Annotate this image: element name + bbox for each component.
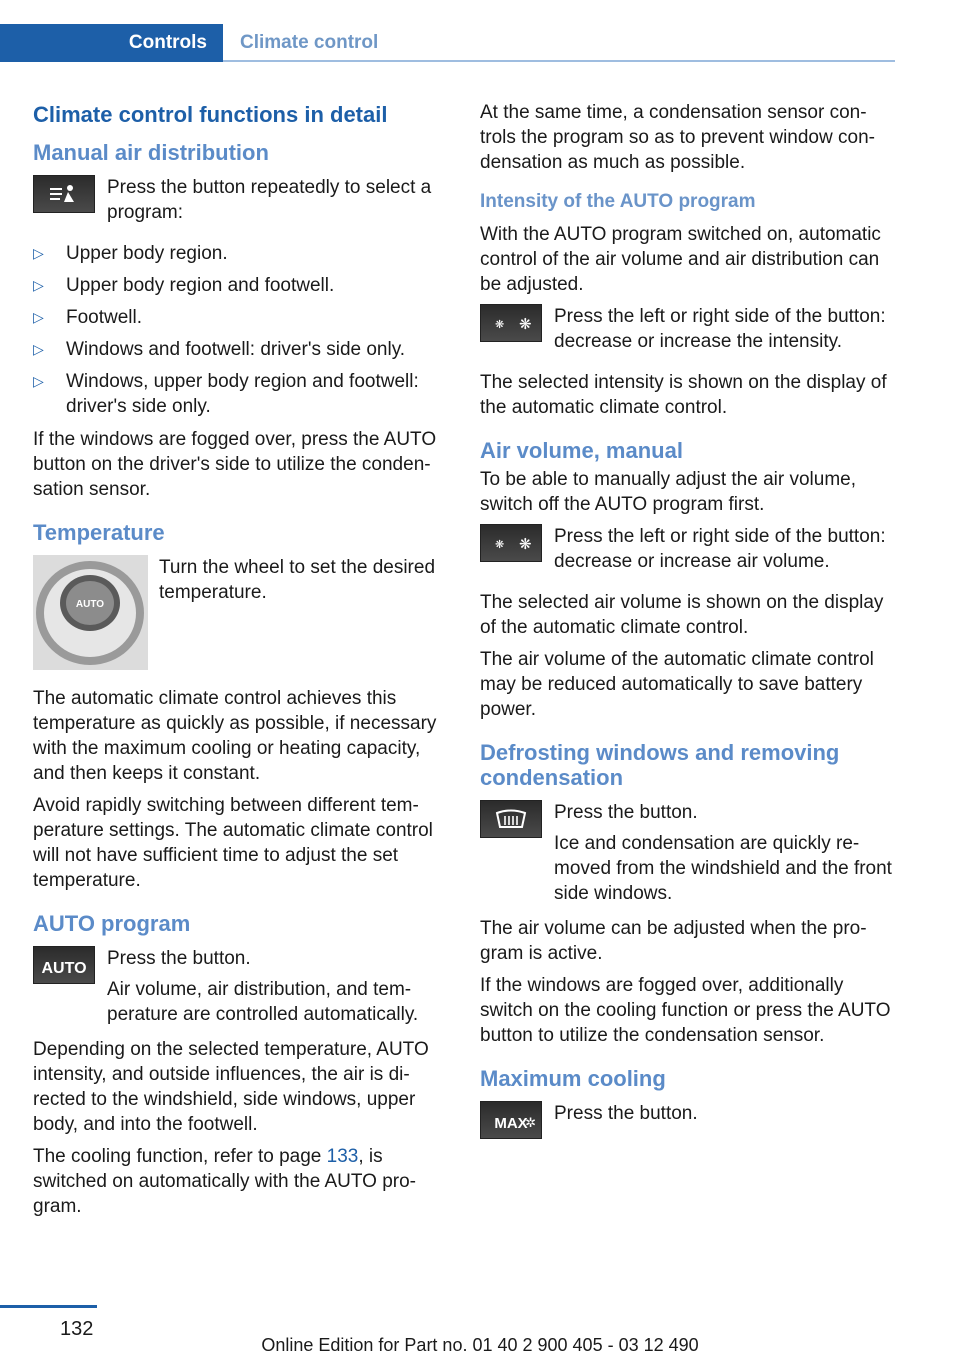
page-link[interactable]: 133 bbox=[326, 1146, 359, 1167]
header-section-tab[interactable] bbox=[0, 24, 223, 62]
air-volume-text: To be able to manually adjust the air volume, switch off the AUTO program first. bbox=[480, 469, 856, 515]
defrost-heading: Defrosting windows and removing condensation bbox=[480, 740, 840, 790]
page-title: Climate control functions in detail bbox=[33, 102, 388, 127]
condensation-text: At the same time, a condensation sensor con-trols the program so as to prevent window con-densation as much as possible. bbox=[480, 102, 875, 173]
manual-heading: Manual air distribution bbox=[33, 140, 269, 165]
footer-divider bbox=[0, 1305, 97, 1308]
defrost-p2: The air volume can be adjusted when the pro-gram is active. bbox=[480, 918, 867, 964]
snowflake-icon: ✲ bbox=[525, 1115, 536, 1130]
defrost-button-icon bbox=[480, 800, 542, 838]
list-item: ▷ Windows and footwell: driver's side only. bbox=[33, 339, 406, 360]
svg-text:❋: ❋ bbox=[495, 538, 505, 551]
auto-text: Air volume, air distribution, and tem-perature are controlled automatically. bbox=[107, 979, 419, 1025]
max-press-text: Press the button. bbox=[554, 1103, 698, 1124]
max-button-block bbox=[480, 1101, 898, 1143]
header-subsection-tab[interactable]: Climate control bbox=[240, 32, 379, 53]
intensity-heading: Intensity of the AUTO program bbox=[480, 191, 756, 212]
page-number: 132 bbox=[60, 1318, 94, 1340]
defrost-p3: If the windows are fogged over, additionally switch on the cooling function or press the AUTO button to utilize the condensation sensor. bbox=[480, 975, 891, 1046]
max-button-icon: MAX ✲ bbox=[480, 1101, 542, 1139]
auto-p2: Depending on the selected temperature, AUTO intensity, and outside influences, the air is di-rected to the windshield, side windows, upper body, and into the footwell. bbox=[33, 1039, 429, 1135]
temperature-p2: Avoid rapidly switching between different tem-perature settings. The automatic climate control will not have sufficient time to adjust the set temperature. bbox=[33, 795, 433, 891]
triangle-icon: ▷ bbox=[33, 341, 44, 357]
intensity-button-block bbox=[480, 304, 898, 354]
dial-auto-label: AUTO bbox=[75, 599, 105, 610]
auto-button-block bbox=[33, 946, 451, 1027]
triangle-icon: ▷ bbox=[33, 373, 44, 389]
temperature-block bbox=[33, 555, 451, 670]
fan-rocker-button-icon bbox=[480, 524, 542, 562]
list-item: ▷ Upper body region and footwell. bbox=[33, 275, 335, 296]
svg-text:❋: ❋ bbox=[519, 315, 532, 333]
air-distribution-button-icon bbox=[33, 175, 95, 213]
cooling-ref: The cooling function, refer to page 133, is switched on automatically with the AUTO pro-gram. bbox=[33, 1146, 416, 1217]
right-column bbox=[480, 100, 898, 1159]
triangle-icon: ▷ bbox=[33, 309, 44, 325]
air-volume-battery: The air volume of the automatic climate control may be reduced automatically to save battery power. bbox=[480, 649, 874, 720]
defrost-press-text: Press the button. bbox=[554, 802, 698, 823]
auto-press-text: Press the button. bbox=[107, 948, 251, 969]
svg-text:❋: ❋ bbox=[495, 318, 505, 331]
list-item: ▷ Upper body region. bbox=[33, 243, 228, 264]
fan-rocker-button-icon bbox=[480, 304, 542, 342]
left-column bbox=[33, 100, 451, 1226]
defrost-text: Ice and condensation are quickly re-moved from the windshield and the front side windows. bbox=[554, 833, 892, 904]
air-volume-heading: Air volume, manual bbox=[480, 438, 683, 463]
fog-text: If the windows are fogged over, press the AUTO button on the driver's side to utilize the conden-sation sensor. bbox=[33, 429, 437, 500]
list-item: ▷ Windows, upper body region and footwell: driver's side only. bbox=[33, 371, 419, 417]
temperature-dial-icon bbox=[33, 555, 148, 670]
temperature-heading: Temperature bbox=[33, 520, 165, 545]
temperature-p1: The automatic climate control achieves this temperature as quickly as possible, if necessary with the maximum cooling or heating capacity, and then keeps it constant. bbox=[33, 688, 437, 784]
triangle-icon: ▷ bbox=[33, 277, 44, 293]
manual-button-text: Press the button repeatedly to select a program: bbox=[107, 177, 432, 223]
auto-button-icon: AUTO bbox=[33, 946, 95, 984]
air-volume-button-text: Press the left or right side of the button: decrease or increase air volume. bbox=[554, 526, 886, 572]
intensity-text: With the AUTO program switched on, automatic control of the air volume and air distribution can be adjusted. bbox=[480, 224, 881, 295]
program-list bbox=[33, 241, 451, 419]
max-cooling-heading: Maximum cooling bbox=[480, 1066, 666, 1091]
intensity-display: The selected intensity is shown on the display of the automatic climate control. bbox=[480, 372, 887, 418]
air-volume-button-block bbox=[480, 524, 898, 574]
temperature-text: Turn the wheel to set the desired temperature. bbox=[159, 557, 436, 603]
triangle-icon: ▷ bbox=[33, 245, 44, 261]
header-section-label: Controls bbox=[128, 32, 207, 53]
list-item: ▷ Footwell. bbox=[33, 307, 143, 328]
defrost-button-block bbox=[480, 800, 898, 906]
intensity-button-text: Press the left or right side of the button: decrease or increase the intensity. bbox=[554, 306, 886, 352]
footer-edition: Online Edition for Part no. 01 40 2 900 405 - 03 12 490 bbox=[261, 1335, 699, 1355]
air-volume-display: The selected air volume is shown on the display of the automatic climate control. bbox=[480, 592, 884, 638]
manual-button-block bbox=[33, 175, 451, 225]
svg-text:❋: ❋ bbox=[519, 535, 532, 553]
auto-heading: AUTO program bbox=[33, 911, 191, 936]
header-divider bbox=[223, 60, 895, 62]
